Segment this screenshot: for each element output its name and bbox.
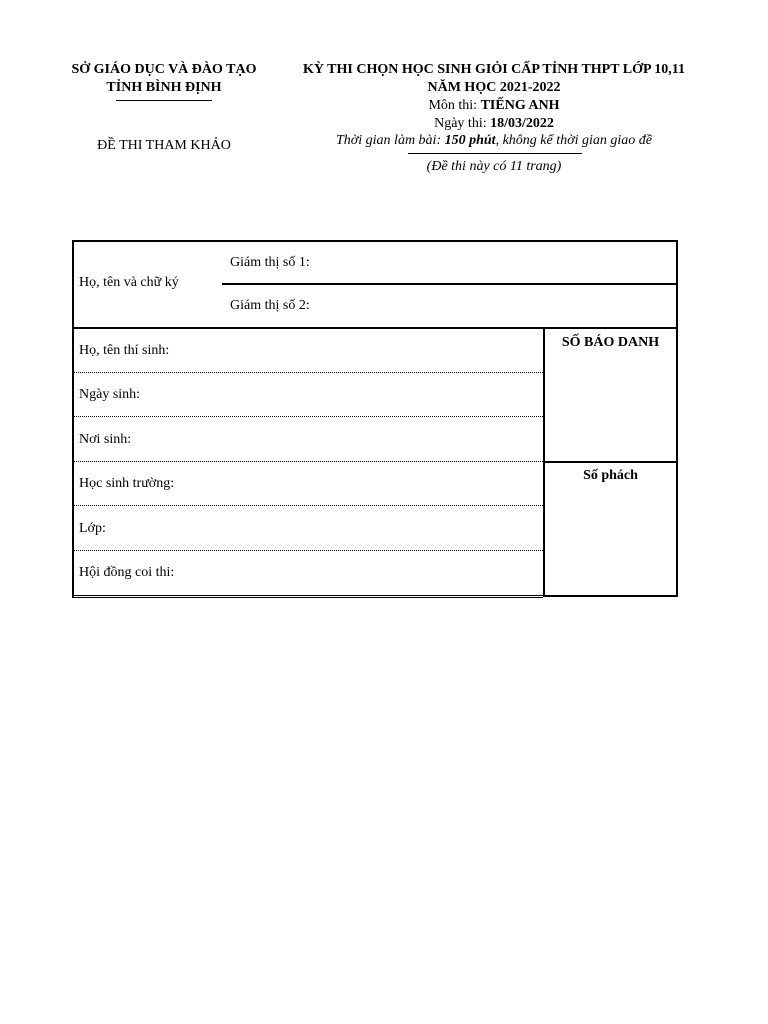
subject-line: [280, 98, 708, 114]
row-separator: [74, 372, 543, 373]
candidate-info-form: [72, 240, 678, 597]
birth-date-field: Ngày sinh:: [79, 387, 141, 402]
exam-title: KỲ THI CHỌN HỌC SINH GIỎI CẤP TỈNH THPT LỚP 10,11: [302, 62, 686, 77]
form-top-border: [72, 240, 678, 242]
school-field: Học sinh trường:: [79, 476, 175, 491]
supervisor-2-field: Giám thị số 2:: [230, 298, 310, 313]
page-count-note: (Đề thi này có 11 trang): [426, 159, 562, 174]
exam-date-value: 18/03/2022: [490, 116, 554, 131]
supervisor-divider: [222, 283, 678, 285]
row-separator: [74, 550, 543, 551]
time-underline: [408, 153, 582, 154]
candidate-name-field: Họ, tên thí sinh:: [79, 343, 170, 358]
school-year: NĂM HỌC 2021-2022: [427, 80, 561, 95]
row-separator: [74, 461, 543, 462]
subject-label: Môn thi:: [428, 98, 481, 113]
form-bottom-line1: [72, 595, 543, 596]
province-name: TỈNH BÌNH ĐỊNH: [106, 80, 222, 95]
form-bottom-line2: [72, 597, 543, 598]
header-underline: [116, 100, 212, 101]
form-right-border: [676, 240, 678, 597]
time-limit-line: [280, 133, 708, 149]
form-left-border: [72, 240, 74, 597]
time-limit-value: 150 phút: [444, 133, 496, 148]
right-box-divider: [543, 461, 678, 463]
time-limit-label: Thời gian làm bài:: [336, 133, 445, 148]
supervisor-section-bottom: [72, 327, 678, 329]
right-box-bottom: [543, 595, 678, 597]
row-separator: [74, 505, 543, 506]
birth-place-field: Nơi sinh:: [79, 432, 132, 447]
supervisor-label: Họ, tên và chữ ký: [79, 275, 179, 290]
row-separator: [74, 416, 543, 417]
subject-value: TIẾNG ANH: [480, 98, 560, 113]
supervisor-1-field: Giám thị số 1:: [230, 255, 310, 270]
exam-council-field: Hội đồng coi thi:: [79, 565, 175, 580]
time-limit-suffix: , không kể thời gian giao đề: [495, 133, 652, 148]
exam-date-label: Ngày thi:: [434, 116, 491, 131]
candidate-number-label: SỐ BÁO DANH: [561, 335, 660, 350]
draft-exam-label: ĐỀ THI THAM KHẢO: [97, 138, 231, 153]
class-field: Lớp:: [79, 521, 106, 536]
secret-code-label: Số phách: [583, 468, 638, 483]
exam-date-line: [280, 116, 708, 132]
department-name: SỞ GIÁO DỤC VÀ ĐÀO TẠO: [71, 62, 257, 77]
